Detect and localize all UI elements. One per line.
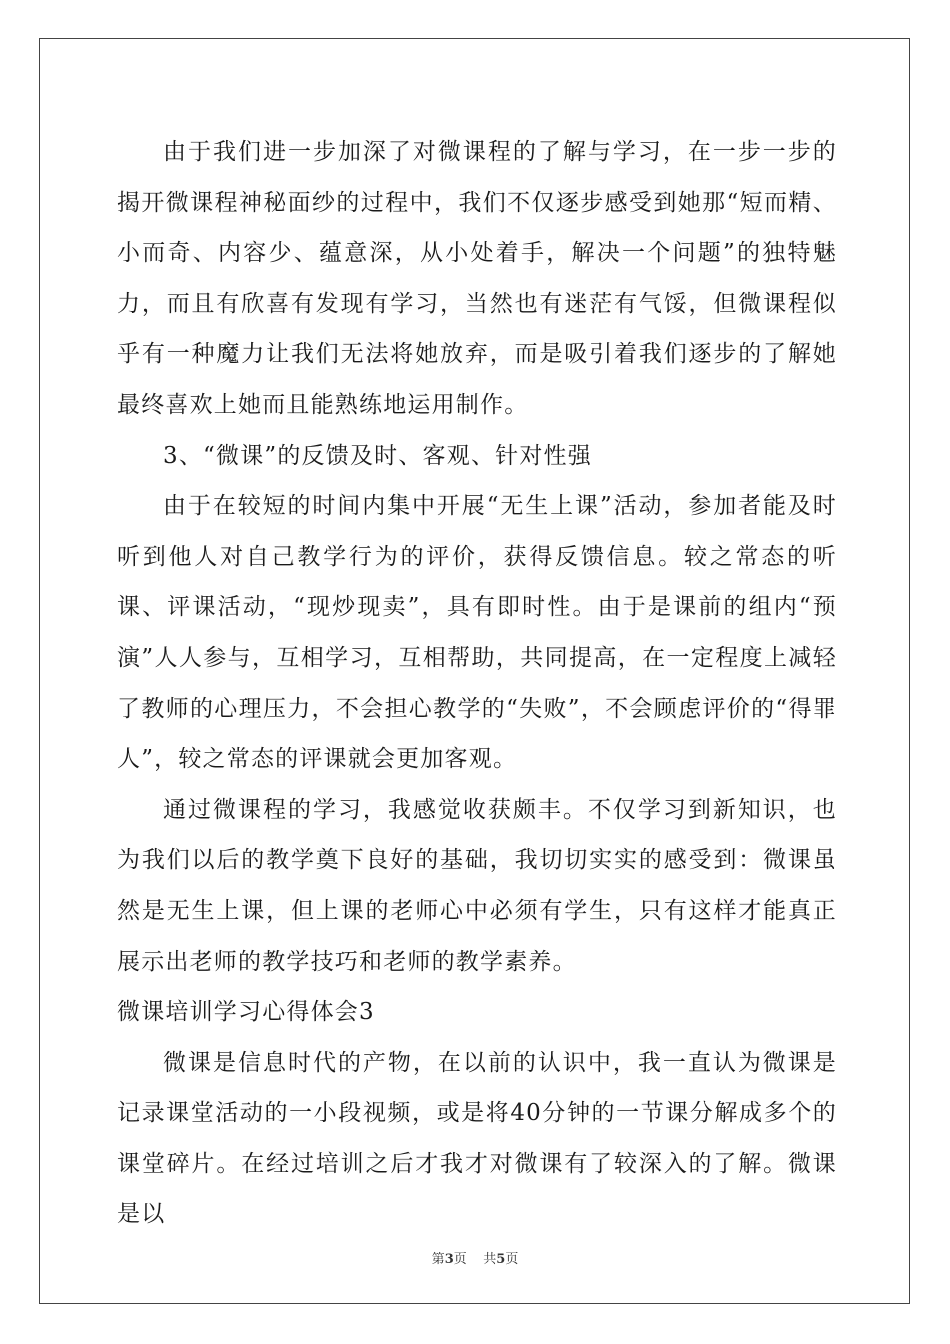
total-page-number: 5 (496, 1252, 506, 1267)
current-page-number: 3 (444, 1252, 454, 1267)
section-heading: 微课培训学习心得体会3 (117, 999, 375, 1026)
footer-prefix: 第 (431, 1252, 445, 1267)
paragraph-body: 由于我们进一步加深了对微课程的了解与学习，在一步一步的揭开微课程神秘面纱的过程中，我们不仅逐步感受到她那“短而精、小而奇、内容少、蕴意深，从小处着手，解决一个问题”的独特魅力，而且有欣喜有发现有学习，当然也有迷茫有气馁，但微课程似乎有一种魔力让我们无法将她放弃，而是吸引着我们逐步的了解她最终喜欢上她而且能熟练地运用制作。 (117, 139, 837, 418)
paragraph-body: 由于在较短的时间内集中开展“无生上课”活动，参加者能及时听到他人对自己教学行为的评价，获得反馈信息。较之常态的听课、评课活动，“现炒现卖”，具有即时性。由于是课前的组内“预演”人人参与，互相学习，互相帮助，共同提高，在一定程度上减轻了教师的心理压力，不会担心教学的“失败”，不会顾虑评价的“得罪人”，较之常态的评课就会更加客观。 (117, 493, 837, 773)
paragraph-body: 微课是信息时代的产物，在以前的认识中，我一直认为微课是记录课堂活动的一小段视频，或是将40分钟的一节课分解成多个的课堂碎片。在经过培训之后才我才对微课有了较深入的了解。微课是以 (117, 1049, 837, 1228)
document-body (117, 127, 837, 1240)
footer-mid: 页 共 (453, 1252, 497, 1267)
footer-suffix: 页 (505, 1252, 519, 1267)
list-item-heading: 3、“微课”的反馈及时、客观、针对性强 (163, 442, 592, 469)
paragraph-body: 通过微课程的学习，我感觉收获颇丰。不仅学习到新知识，也为我们以后的教学奠下良好的基础，我切切实实的感受到：微课虽然是无生上课，但上课的老师心中必须有学生，只有这样才能真正展示出老师的教学技巧和老师的教学素养。 (117, 796, 837, 975)
page-footer (0, 1248, 950, 1267)
